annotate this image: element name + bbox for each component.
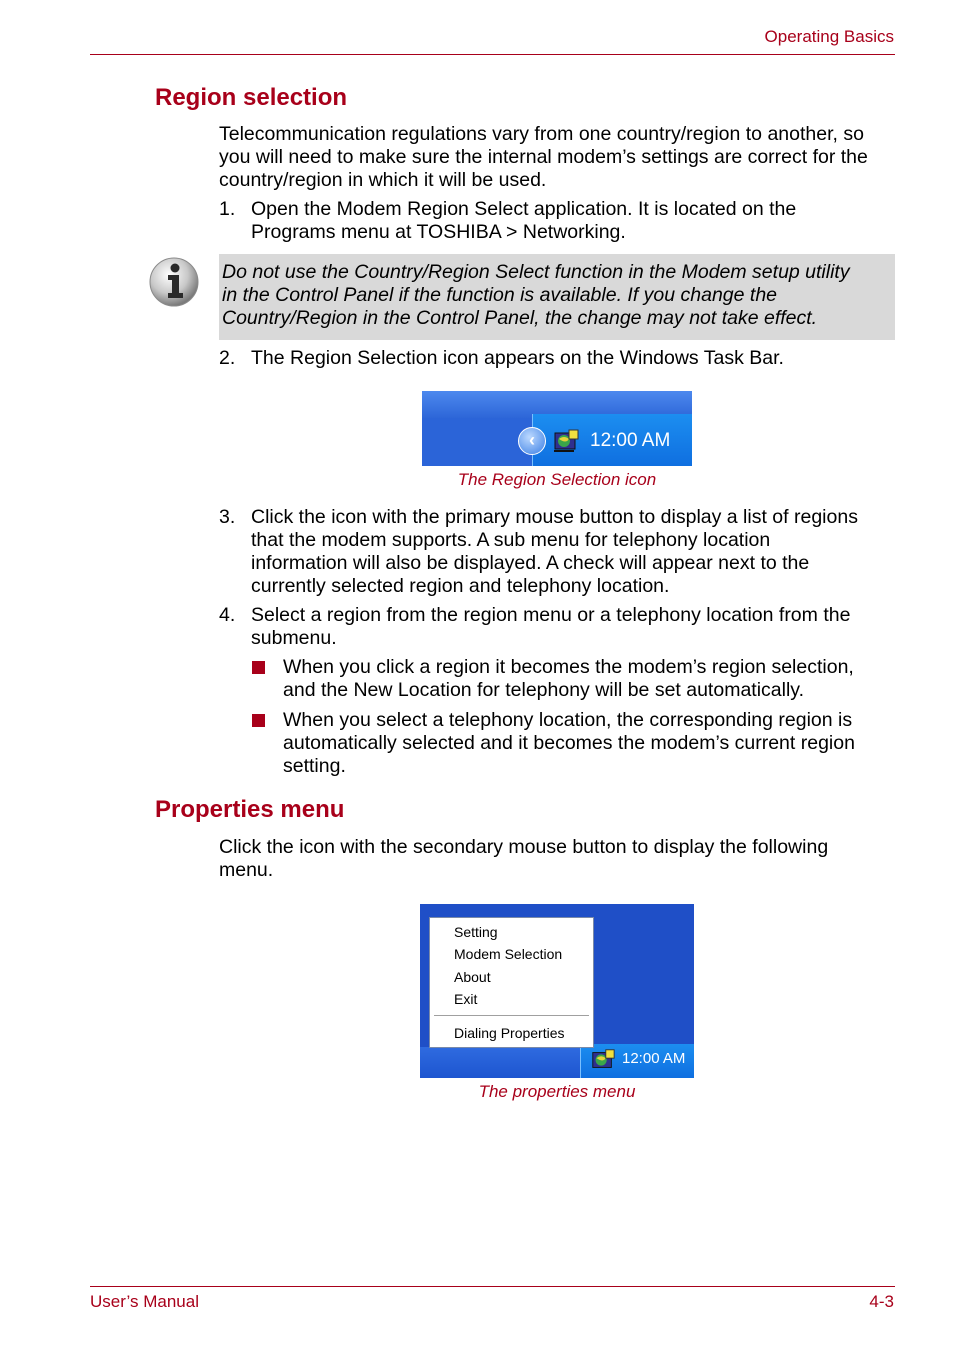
text-line: you will need to make sure the internal modem’s settings are correct for the <box>219 146 868 168</box>
menu-item-setting[interactable]: Setting <box>454 924 498 940</box>
step-4-text <box>251 604 896 650</box>
region-selection-icon <box>590 1047 616 1073</box>
text-line: menu. <box>219 859 274 881</box>
text-line: setting. <box>283 755 346 777</box>
figure-2-caption: The properties menu <box>478 1082 636 1101</box>
text-line: and the New Location for telephony will be set automatically. <box>283 679 805 701</box>
figure-1-caption: The Region Selection icon <box>457 470 657 489</box>
step-2-text <box>251 347 896 370</box>
text-line: currently selected region and telephony location. <box>251 575 670 597</box>
text-line: Telecommunication regulations vary from one country/region to another, so <box>219 123 864 145</box>
text-line: Do not use the Country/Region Select function in the Modem setup utility <box>222 261 850 283</box>
properties-menu-screenshot <box>420 904 694 1078</box>
context-menu <box>429 917 594 1048</box>
text-line: When you select a telephony location, the corresponding region is <box>283 709 853 731</box>
text-line: submenu. <box>251 627 337 649</box>
text-line: The Region Selection icon appears on the Windows Task Bar. <box>251 347 784 369</box>
region-selection-icon <box>552 427 580 455</box>
running-header: Operating Basics <box>764 27 894 46</box>
bullet-item-1 <box>283 656 893 702</box>
step-3-number: 3. <box>219 506 236 528</box>
region-selection-heading: Region selection <box>155 84 348 111</box>
region-intro-paragraph <box>219 123 899 192</box>
menu-item-exit[interactable]: Exit <box>454 991 478 1007</box>
step-3-text <box>251 506 896 598</box>
footer-manual-title: User’s Manual <box>90 1292 199 1311</box>
text-line: Click the icon with the secondary mouse button to display the following <box>219 836 829 858</box>
text-line: in the Control Panel if the function is available. If you change the <box>222 284 778 306</box>
page-number: 4-3 <box>869 1292 894 1311</box>
header-rule <box>90 54 895 55</box>
text-line: Open the Modem Region Select application. It is located on the <box>251 198 797 220</box>
note-box <box>219 254 895 340</box>
text-line: information will also be displayed. A check will appear next to the <box>251 552 810 574</box>
footer-rule <box>90 1286 895 1287</box>
region-selection-taskbar-screenshot <box>422 391 692 466</box>
menu-separator <box>434 1015 589 1017</box>
note-text <box>222 261 890 330</box>
menu-item-modem-selection[interactable]: Modem Selection <box>454 946 563 962</box>
chevron-left-icon: ‹ <box>518 427 546 455</box>
menu-item-about[interactable]: About <box>454 969 491 985</box>
bullet-square-icon <box>252 714 265 727</box>
bullet-square-icon <box>252 661 265 674</box>
step-1-number: 1. <box>219 198 236 220</box>
bullet-item-2 <box>283 709 893 778</box>
tray-clock: 12:00 AM <box>622 1050 686 1067</box>
text-line: Programs menu at TOSHIBA > Networking. <box>251 221 626 243</box>
step-2-number: 2. <box>219 347 236 369</box>
text-line: automatically selected and it becomes the modem’s current region <box>283 732 855 754</box>
text-line: Country/Region in the Control Panel, the change may not take effect. <box>222 307 818 329</box>
text-line: When you click a region it becomes the modem’s region selection, <box>283 656 854 678</box>
step-1-text <box>251 198 896 244</box>
properties-menu-heading: Properties menu <box>155 796 345 823</box>
menu-item-dialing-properties[interactable]: Dialing Properties <box>454 1025 565 1041</box>
tray-clock: 12:00 AM <box>590 430 671 451</box>
text-line: country/region in which it will be used. <box>219 169 547 191</box>
text-line: Click the icon with the primary mouse button to display a list of regions <box>251 506 858 528</box>
info-icon <box>148 256 200 308</box>
properties-intro-paragraph <box>219 836 899 882</box>
text-line: that the modem supports. A sub menu for telephony location <box>251 529 771 551</box>
text-line: Select a region from the region menu or a telephony location from the <box>251 604 851 626</box>
step-4-number: 4. <box>219 604 236 626</box>
